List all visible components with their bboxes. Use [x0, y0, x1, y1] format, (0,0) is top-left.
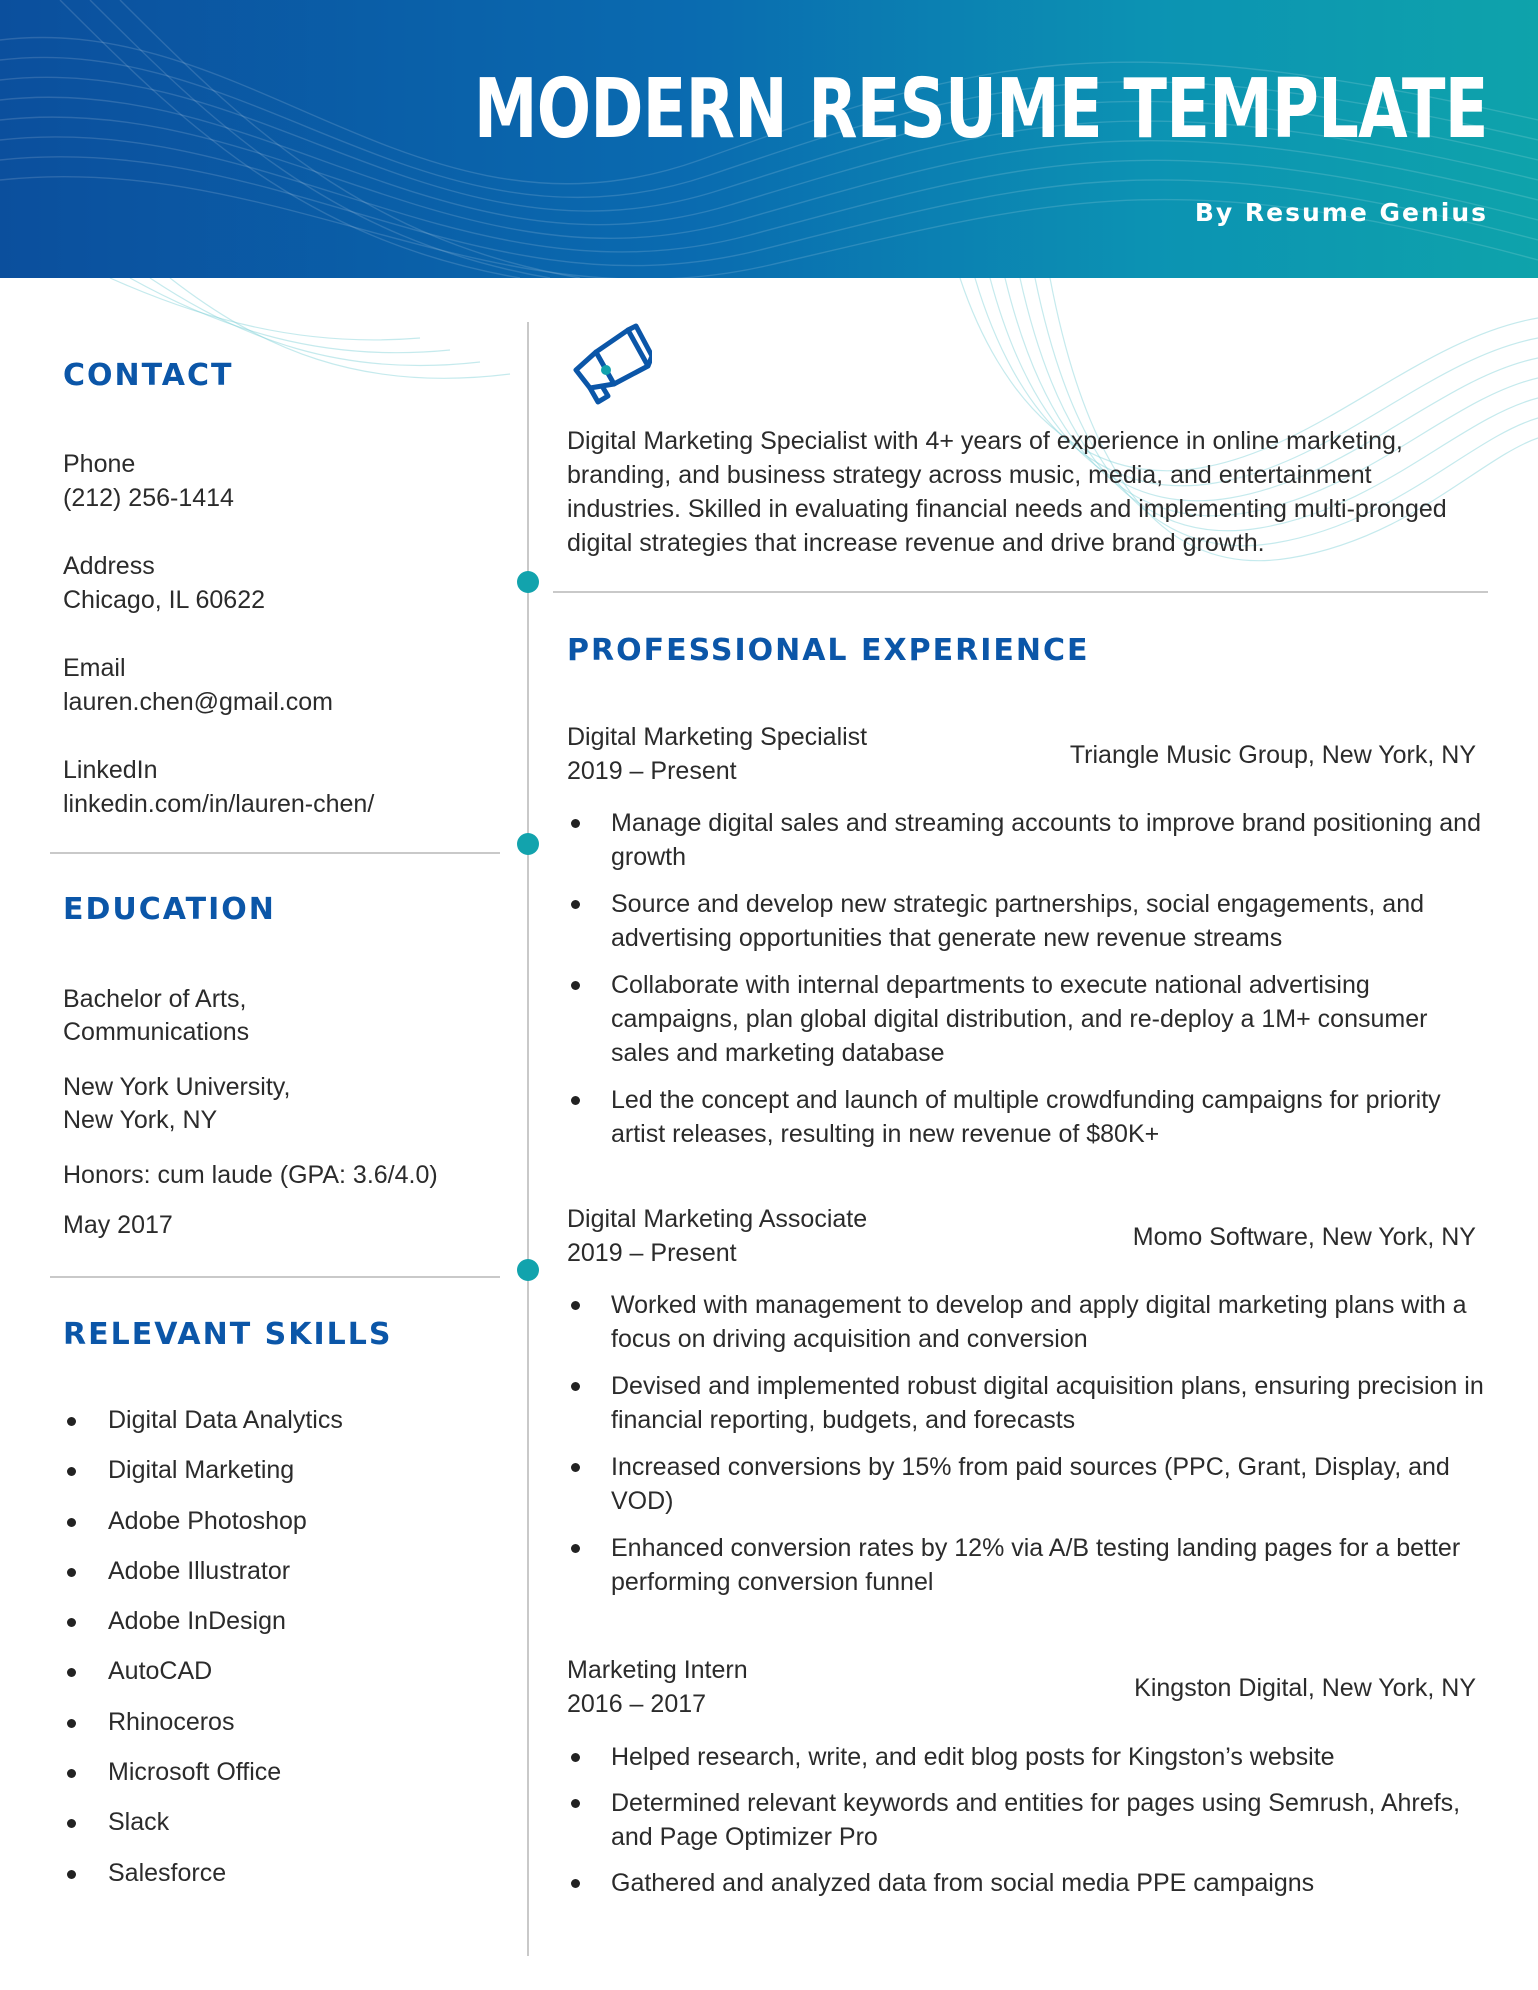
job-bullet: Worked with management to develop and apply digital marketing plans with a focus on driving acquisition and conversion [567, 1288, 1487, 1356]
school-line-1: New York University, [63, 1073, 291, 1101]
skills-heading: RELEVANT SKILLS [63, 1317, 393, 1352]
skill-item: Rhinoceros [63, 1706, 343, 1756]
skill-item: Slack [63, 1806, 343, 1856]
job-title: Digital Marketing Associate [567, 1205, 868, 1233]
timeline-dot [517, 1259, 539, 1281]
phone-label: Phone [63, 450, 136, 478]
skill-item: AutoCAD [63, 1655, 343, 1705]
job-bullet: Devised and implemented robust digital acquisition plans, ensuring precision in financial reporting, budgets, and forecasts [567, 1369, 1487, 1437]
skill-item: Adobe Photoshop [63, 1505, 343, 1555]
timeline-divider [527, 322, 529, 1956]
linkedin-label: LinkedIn [63, 756, 158, 784]
skill-item: Digital Data Analytics [63, 1404, 343, 1454]
email-label: Email [63, 654, 126, 682]
job-bullet: Increased conversions by 15% from paid sources (PPC, Grant, Display, and VOD) [567, 1450, 1487, 1518]
job-bullet: Helped research, write, and edit blog posts for Kingston’s website [567, 1740, 1487, 1774]
megaphone-icon [568, 322, 652, 406]
section-divider [50, 852, 500, 854]
job-company: Triangle Music Group, New York, NY [1069, 741, 1476, 769]
education-heading: EDUCATION [63, 892, 276, 927]
section-divider [50, 1276, 500, 1278]
degree-line-1: Bachelor of Arts, [63, 985, 247, 1013]
job-dates: 2016 – 2017 [567, 1690, 707, 1718]
job-bullet: Collaborate with internal departments to execute national advertising campaigns, plan global digital distribution, and re-deploy a 1M+ consumer sales and marketing database [567, 968, 1487, 1070]
job-title: Marketing Intern [567, 1656, 748, 1684]
job-bullet: Manage digital sales and streaming accounts to improve brand positioning and growth [567, 806, 1487, 874]
job-company: Momo Software, New York, NY [1132, 1223, 1476, 1251]
resume-byline: By Resume Genius [1194, 198, 1488, 227]
linkedin-value: linkedin.com/in/lauren-chen/ [63, 790, 375, 818]
job-bullets [567, 1740, 1487, 1900]
job-bullet: Gathered and analyzed data from social media PPE campaigns [567, 1866, 1487, 1900]
education-honors: Honors: cum laude (GPA: 3.6/4.0) [63, 1161, 438, 1189]
skills-list [63, 1404, 343, 1907]
resume-title: MODERN RESUME TEMPLATE [474, 62, 1488, 157]
job-bullets [567, 806, 1487, 1151]
professional-summary: Digital Marketing Specialist with 4+ years of experience in online marketing, branding, and business strategy across music, media, and entertainment industries. Skilled in evaluating financial needs and implementing multi-pronged digital strategies that increase revenue and drive brand growth. [567, 427, 1447, 557]
skill-item: Adobe InDesign [63, 1605, 343, 1655]
job-title: Digital Marketing Specialist [567, 723, 868, 751]
degree-line-2: Communications [63, 1018, 250, 1046]
address-value: Chicago, IL 60622 [63, 586, 266, 614]
skill-item: Microsoft Office [63, 1756, 343, 1806]
contact-heading: CONTACT [63, 358, 234, 393]
email-value: lauren.chen@gmail.com [63, 688, 333, 716]
timeline-dot [517, 833, 539, 855]
skill-item: Adobe Illustrator [63, 1555, 343, 1605]
phone-value: (212) 256-1414 [63, 484, 234, 512]
header-banner [0, 0, 1538, 278]
job-bullet: Led the concept and launch of multiple crowdfunding campaigns for priority artist releases, resulting in new revenue of $80K+ [567, 1083, 1487, 1151]
address-label: Address [63, 552, 155, 580]
skill-item: Digital Marketing [63, 1454, 343, 1504]
job-bullets [567, 1288, 1487, 1599]
job-bullet: Determined relevant keywords and entities for pages using Semrush, Ahrefs, and Page Optimizer Pro [567, 1786, 1487, 1854]
job-bullet: Source and develop new strategic partnerships, social engagements, and advertising opportunities that generate new revenue streams [567, 887, 1487, 955]
job-bullet: Enhanced conversion rates by 12% via A/B testing landing pages for a better performing conversion funnel [567, 1531, 1487, 1599]
school-line-2: New York, NY [63, 1106, 218, 1134]
job-dates: 2019 – Present [567, 757, 737, 785]
section-divider [553, 591, 1488, 593]
job-company: Kingston Digital, New York, NY [1134, 1674, 1476, 1702]
education-date: May 2017 [63, 1211, 173, 1239]
job-dates: 2019 – Present [567, 1239, 737, 1267]
experience-heading: PROFESSIONAL EXPERIENCE [567, 633, 1090, 668]
skill-item: Salesforce [63, 1857, 343, 1907]
timeline-dot [517, 571, 539, 593]
